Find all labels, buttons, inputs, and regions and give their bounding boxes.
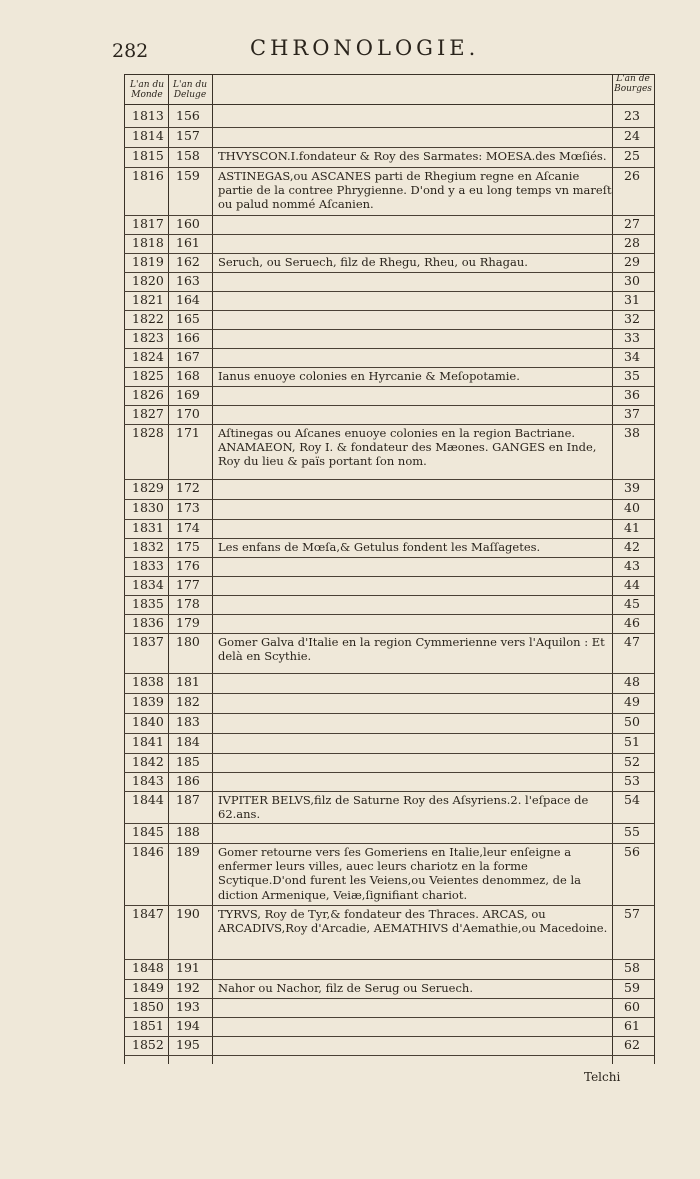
table-row xyxy=(124,235,654,254)
year-bourges: 53 xyxy=(624,773,640,788)
event-text: Aſtinegas ou Aſcanes enuoye colonies en la region Bactriane. ANAMAEON, Roy I. & fondateur des Mæones. GANGES en Inde, Roy du lieu & païs portant ſon nom. xyxy=(218,426,597,469)
year-deluge: 165 xyxy=(176,311,200,326)
event-text: Nahor ou Nachor, filz de Serug ou Seruech. xyxy=(218,981,473,995)
year-monde: 1816 xyxy=(132,168,164,183)
table-row xyxy=(124,349,654,368)
year-monde: 1833 xyxy=(132,558,164,573)
event-text: THVYSCON.I.fondateur & Roy des Sarmates: MOESA.des Mœſiés. xyxy=(218,149,607,163)
year-bourges: 49 xyxy=(624,694,640,709)
table-row xyxy=(124,128,654,148)
year-monde: 1842 xyxy=(132,754,164,769)
year-monde: 1839 xyxy=(132,694,164,709)
table-row xyxy=(124,1037,654,1056)
year-deluge: 172 xyxy=(176,480,200,495)
year-bourges: 55 xyxy=(624,824,640,839)
table-row xyxy=(124,754,654,773)
year-deluge: 191 xyxy=(176,960,200,975)
year-monde: 1834 xyxy=(132,577,164,592)
year-monde: 1818 xyxy=(132,235,164,250)
year-deluge: 162 xyxy=(176,254,200,269)
year-monde: 1850 xyxy=(132,999,164,1014)
year-bourges: 48 xyxy=(624,674,640,689)
year-bourges: 26 xyxy=(624,168,640,183)
year-deluge: 169 xyxy=(176,387,200,402)
event-text: IVPITER BELVS,filz de Saturne Roy des Aſsyriens.2. l'eſpace de 62.ans. xyxy=(218,793,589,822)
year-bourges: 35 xyxy=(624,368,640,383)
year-bourges: 29 xyxy=(624,254,640,269)
year-deluge: 164 xyxy=(176,292,200,307)
year-deluge: 183 xyxy=(176,714,200,729)
year-bourges: 50 xyxy=(624,714,640,729)
table-row xyxy=(124,792,654,824)
year-bourges: 32 xyxy=(624,311,640,326)
year-monde: 1813 xyxy=(132,108,164,123)
year-monde: 1823 xyxy=(132,330,164,345)
year-monde: 1852 xyxy=(132,1037,164,1052)
year-bourges: 27 xyxy=(624,216,640,231)
year-monde: 1829 xyxy=(132,480,164,495)
header-rule xyxy=(124,74,654,75)
page-number: 282 xyxy=(112,40,149,62)
event-text: Seruch, ou Seruech, filz de Rhegu, Rheu, ou Rhagau. xyxy=(218,255,528,269)
year-deluge: 181 xyxy=(176,674,200,689)
table-row xyxy=(124,714,654,734)
year-monde: 1814 xyxy=(132,128,164,143)
year-deluge: 163 xyxy=(176,273,200,288)
table-row xyxy=(124,615,654,634)
year-deluge: 168 xyxy=(176,368,200,383)
column-header-deluge: L'an du Deluge xyxy=(172,80,208,100)
table-row xyxy=(124,596,654,615)
year-monde: 1836 xyxy=(132,615,164,630)
year-deluge: 157 xyxy=(176,128,200,143)
table-row xyxy=(124,577,654,596)
year-deluge: 193 xyxy=(176,999,200,1014)
table-row xyxy=(124,148,654,168)
year-bourges: 45 xyxy=(624,596,640,611)
table-row xyxy=(124,292,654,311)
year-monde: 1819 xyxy=(132,254,164,269)
year-monde: 1841 xyxy=(132,734,164,749)
year-deluge: 184 xyxy=(176,734,200,749)
table-row xyxy=(124,480,654,500)
year-monde: 1844 xyxy=(132,792,164,807)
year-deluge: 192 xyxy=(176,980,200,995)
year-bourges: 61 xyxy=(624,1018,640,1033)
table-row xyxy=(124,168,654,216)
year-bourges: 31 xyxy=(624,292,640,307)
table-row xyxy=(124,368,654,387)
table-row xyxy=(124,425,654,480)
event-text: ASTINEGAS,ou ASCANES parti de Rhegium regne en Aſcanie partie de la contree Phrygienne. D'ond y a eu long temps vn mareſt ou palud nommé Aſcanien. xyxy=(218,169,612,212)
year-bourges: 62 xyxy=(624,1037,640,1052)
year-bourges: 54 xyxy=(624,792,640,807)
year-monde: 1824 xyxy=(132,349,164,364)
year-bourges: 40 xyxy=(624,500,640,515)
year-deluge: 156 xyxy=(176,108,200,123)
table-row xyxy=(124,1018,654,1037)
year-bourges: 23 xyxy=(624,108,640,123)
year-bourges: 42 xyxy=(624,539,640,554)
table-row xyxy=(124,980,654,999)
year-monde: 1828 xyxy=(132,425,164,440)
year-monde: 1840 xyxy=(132,714,164,729)
year-deluge: 182 xyxy=(176,694,200,709)
year-deluge: 171 xyxy=(176,425,200,440)
year-deluge: 186 xyxy=(176,773,200,788)
event-text: Les enfans de Mœſa,& Getulus fondent les Maſſagetes. xyxy=(218,540,541,554)
year-deluge: 176 xyxy=(176,558,200,573)
table-row xyxy=(124,634,654,674)
table-row xyxy=(124,387,654,406)
year-deluge: 195 xyxy=(176,1037,200,1052)
year-deluge: 174 xyxy=(176,520,200,535)
year-deluge: 194 xyxy=(176,1018,200,1033)
year-monde: 1830 xyxy=(132,500,164,515)
year-bourges: 56 xyxy=(624,844,640,859)
year-deluge: 178 xyxy=(176,596,200,611)
year-bourges: 37 xyxy=(624,406,640,421)
table-row xyxy=(124,773,654,792)
year-bourges: 24 xyxy=(624,128,640,143)
event-text: TYRVS, Roy de Tyr,& fondateur des Thraces. ARCAS, ou ARCADIVS,Roy d'Arcadie, AEMATHIVS d'Aemathie,ou Macedoine. xyxy=(218,907,608,936)
table-row xyxy=(124,406,654,425)
table-row xyxy=(124,273,654,292)
column-header-bourges: L'an de Bourges xyxy=(614,74,652,94)
year-deluge: 179 xyxy=(176,615,200,630)
table-row xyxy=(124,500,654,520)
running-title: CHRONOLOGIE. xyxy=(250,36,480,60)
table-row xyxy=(124,330,654,349)
year-bourges: 60 xyxy=(624,999,640,1014)
year-deluge: 160 xyxy=(176,216,200,231)
year-deluge: 158 xyxy=(176,148,200,163)
year-monde: 1851 xyxy=(132,1018,164,1033)
table-row xyxy=(124,999,654,1018)
year-monde: 1835 xyxy=(132,596,164,611)
year-deluge: 167 xyxy=(176,349,200,364)
catchword: Telchi xyxy=(584,1070,621,1084)
year-bourges: 46 xyxy=(624,615,640,630)
table-row xyxy=(124,520,654,539)
year-bourges: 43 xyxy=(624,558,640,573)
table-row xyxy=(124,108,654,128)
year-monde: 1843 xyxy=(132,773,164,788)
event-text: Ianus enuoye colonies en Hyrcanie & Meſopotamie. xyxy=(218,369,520,383)
table-row xyxy=(124,906,654,960)
year-monde: 1815 xyxy=(132,148,164,163)
year-monde: 1849 xyxy=(132,980,164,995)
year-deluge: 187 xyxy=(176,792,200,807)
year-bourges: 38 xyxy=(624,425,640,440)
year-bourges: 44 xyxy=(624,577,640,592)
table-row xyxy=(124,694,654,714)
year-bourges: 58 xyxy=(624,960,640,975)
year-deluge: 173 xyxy=(176,500,200,515)
year-deluge: 190 xyxy=(176,906,200,921)
year-monde: 1838 xyxy=(132,674,164,689)
table-row xyxy=(124,960,654,980)
year-bourges: 28 xyxy=(624,235,640,250)
event-text: Gomer Galva d'Italie en la region Cymmerienne vers l'Aquilon : Et delà en Scythie. xyxy=(218,635,605,664)
header-bottom-rule xyxy=(124,104,654,105)
year-monde: 1832 xyxy=(132,539,164,554)
year-monde: 1837 xyxy=(132,634,164,649)
year-deluge: 188 xyxy=(176,824,200,839)
year-monde: 1831 xyxy=(132,520,164,535)
table-row xyxy=(124,254,654,273)
year-monde: 1817 xyxy=(132,216,164,231)
column-header-monde: L'an du Monde xyxy=(129,80,165,100)
year-deluge: 189 xyxy=(176,844,200,859)
year-deluge: 170 xyxy=(176,406,200,421)
table-row xyxy=(124,539,654,558)
year-bourges: 25 xyxy=(624,148,640,163)
year-deluge: 175 xyxy=(176,539,200,554)
year-deluge: 180 xyxy=(176,634,200,649)
year-bourges: 51 xyxy=(624,734,640,749)
year-bourges: 30 xyxy=(624,273,640,288)
year-monde: 1827 xyxy=(132,406,164,421)
year-bourges: 52 xyxy=(624,754,640,769)
year-bourges: 36 xyxy=(624,387,640,402)
year-bourges: 34 xyxy=(624,349,640,364)
table-row xyxy=(124,311,654,330)
year-bourges: 57 xyxy=(624,906,640,921)
year-deluge: 159 xyxy=(176,168,200,183)
table-row xyxy=(124,558,654,577)
year-bourges: 39 xyxy=(624,480,640,495)
year-monde: 1848 xyxy=(132,960,164,975)
year-deluge: 161 xyxy=(176,235,200,250)
year-bourges: 47 xyxy=(624,634,640,649)
year-monde: 1821 xyxy=(132,292,164,307)
table-row xyxy=(124,674,654,694)
year-deluge: 177 xyxy=(176,577,200,592)
year-bourges: 41 xyxy=(624,520,640,535)
table-row xyxy=(124,824,654,844)
year-deluge: 166 xyxy=(176,330,200,345)
table-row xyxy=(124,844,654,906)
year-monde: 1825 xyxy=(132,368,164,383)
column-divider xyxy=(654,74,655,1064)
event-text: Gomer retourne vers ſes Gomeriens en Italie,leur enſeigne a enfermer leurs villes, auec leurs chariotz en la forme Scytique.D'ond furent les Veiens,ou Veientes denommez, de la diction Armenique, Veiæ,ſignifiant chariot. xyxy=(218,845,582,902)
year-monde: 1826 xyxy=(132,387,164,402)
year-bourges: 33 xyxy=(624,330,640,345)
year-monde: 1847 xyxy=(132,906,164,921)
table-row xyxy=(124,734,654,754)
year-monde: 1845 xyxy=(132,824,164,839)
year-monde: 1822 xyxy=(132,311,164,326)
year-monde: 1820 xyxy=(132,273,164,288)
year-deluge: 185 xyxy=(176,754,200,769)
year-monde: 1846 xyxy=(132,844,164,859)
table-row xyxy=(124,216,654,235)
year-bourges: 59 xyxy=(624,980,640,995)
